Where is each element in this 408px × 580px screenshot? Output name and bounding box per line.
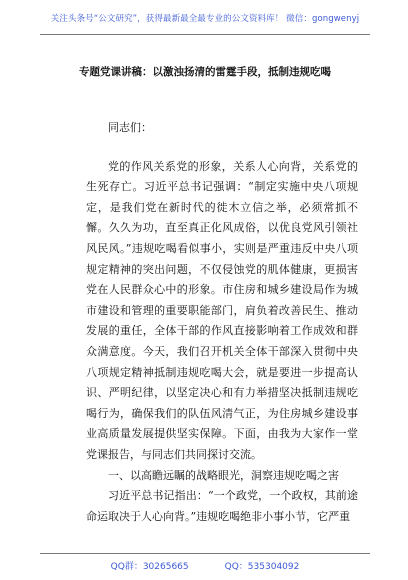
document-title: 专题党课讲稿：以激浊扬清的雷霆手段，抵制违规吃喝 bbox=[79, 66, 331, 78]
document-body bbox=[86, 118, 358, 527]
paragraph-2: 习近平总书记指出：“一个政党，一个政权，其前途命运取决于人心向背。”违规吃喝绝非小事小节，它严重 bbox=[86, 489, 358, 523]
paragraph-1: 党的作风关系党的形象，关系人心向背，关系党的生死存亡。习近平总书记强调：“制定实施中央八项规定，是我们党在新时代的徙木立信之举，必须常抓不懈。久久为功，直至真正化风成俗，以优良党风引领社风民风。”违规吃喝看似事小，实则是严重违反中央八项规定精神的突出问题，不仅侵蚀党的肌体健康，更损害党在人民群众心中的形象。市住房和城乡建设局作为城市建设和管理的重要职能部门，肩负着改善民生、推动发展的重任，全体干部的作风直接影响着工作成效和群众满意度。今天，我们召开机关全体干部深入贯彻中央八项规定精神抵制违规吃喝大会，就是要进一步提高认识、严明纪律，以坚定决心和有力举措坚决抵制违规吃喝行为，确保我们的队伍风清气正，为住房城乡建设事业高质量发展提供坚实保障。下面，由我为大家作一堂党课报告，与同志们共同探讨交流。 bbox=[86, 159, 358, 461]
qq-contact-link[interactable]: QQ：535304092 bbox=[224, 562, 300, 572]
footer-divider bbox=[40, 553, 370, 554]
qq-group-link[interactable]: QQ群：30265665 bbox=[110, 562, 189, 572]
header-notice[interactable]: 关注头条号“公文研究”，获得最新最全最专业的公文资料库！ 微信：gongwenyj bbox=[50, 14, 360, 24]
footer-contact bbox=[40, 559, 370, 572]
greeting: 同志们： bbox=[108, 121, 152, 134]
header-divider bbox=[40, 34, 370, 35]
section-1-heading: 一、以高瞻远瞩的战略眼光，洞察违规吃喝之害 bbox=[108, 468, 339, 482]
